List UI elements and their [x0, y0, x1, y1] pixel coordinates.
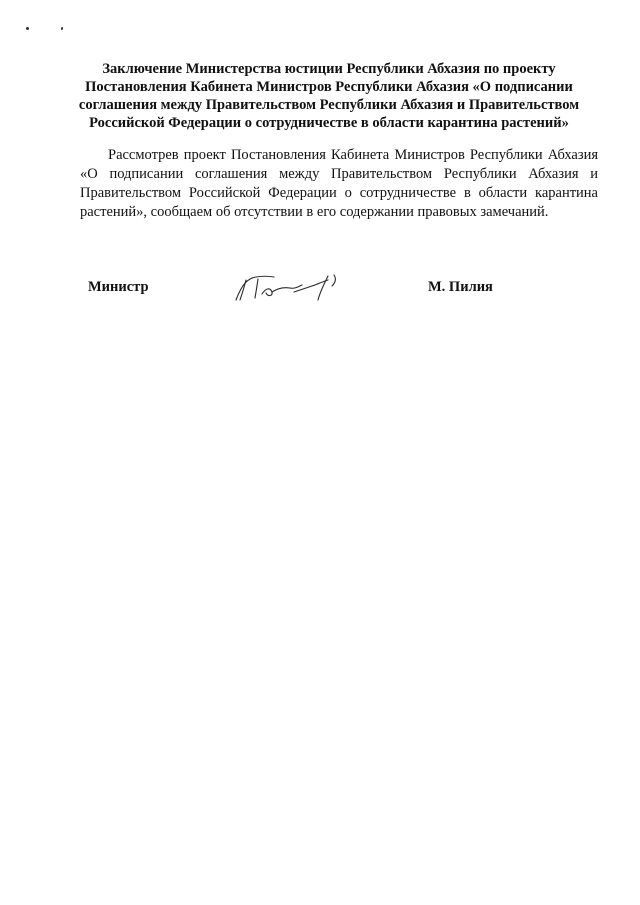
signature-block	[0, 276, 640, 306]
signer-position: Министр	[88, 279, 149, 295]
title-line: соглашения между Правительством Республики Абхазия и Правительством	[78, 97, 580, 113]
body-line: растений», сообщаем об отсутствии в его содержании правовых замечаний.	[80, 204, 549, 220]
document-body	[80, 146, 598, 222]
handwritten-signature-icon	[232, 270, 352, 306]
body-line: Рассмотрев проект Постановления Кабинета Министров Республики Абхазия	[108, 147, 598, 163]
document-title	[60, 60, 598, 132]
signer-name: М. Пилия	[428, 279, 493, 295]
title-line: Постановления Кабинета Министров Республики Абхазия «О подписании	[85, 79, 573, 95]
body-line: «О подписании соглашения между Правительством Республики Абхазия и	[80, 166, 598, 182]
title-line: Российской Федерации о сотрудничестве в области карантина растений»	[89, 115, 569, 131]
body-line: Правительством Российской Федерации о сотрудничестве в области карантина	[80, 185, 598, 201]
title-line: Заключение Министерства юстиции Республики Абхазия по проекту	[102, 61, 556, 77]
scan-speck	[26, 27, 29, 30]
scan-speck	[61, 27, 64, 31]
